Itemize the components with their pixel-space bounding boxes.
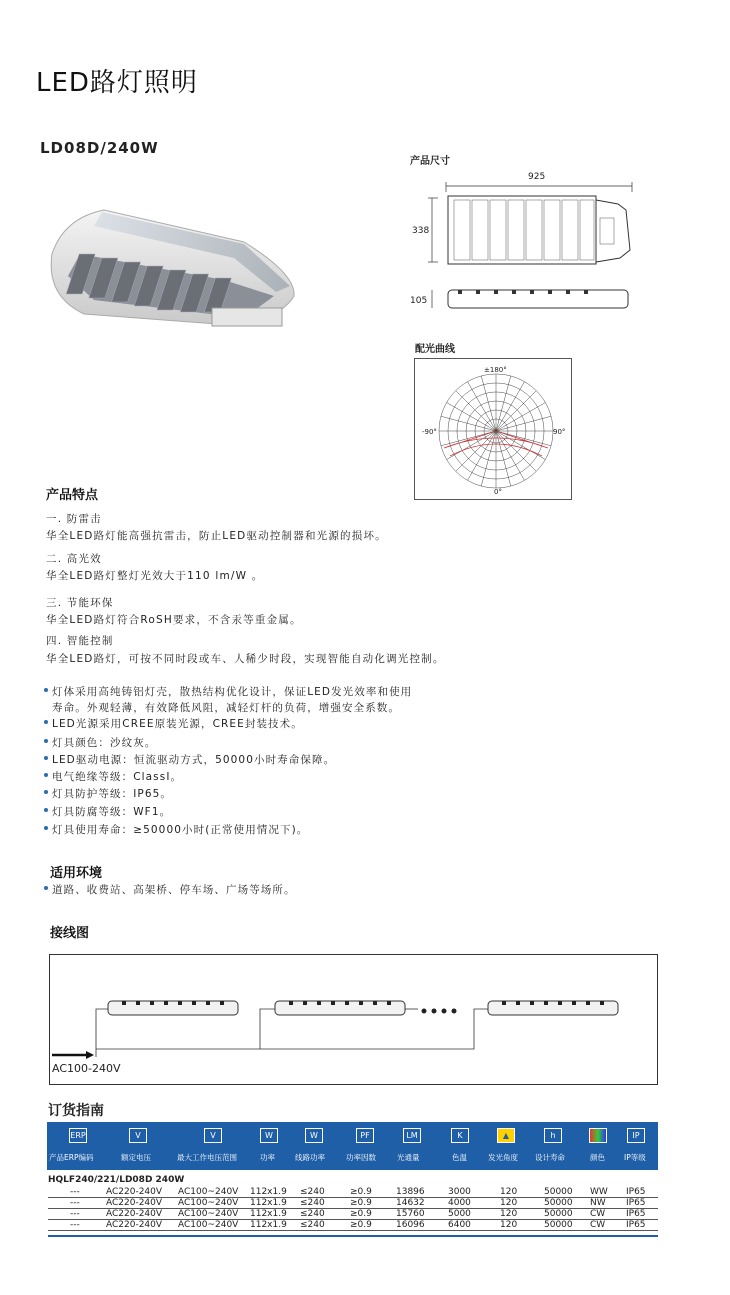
table-header-bar bbox=[47, 1122, 658, 1170]
bullet-item: 灯具使用寿命：≥50000小时(正常使用情况下)。 bbox=[44, 822, 308, 838]
curve-left-label: -90° bbox=[422, 428, 437, 436]
curve-top-label: ±180° bbox=[484, 366, 507, 374]
dimension-width: 925 bbox=[528, 172, 546, 182]
model-name: LD08D/240W bbox=[40, 139, 159, 157]
voltage-range-icon: V bbox=[204, 1128, 222, 1143]
bullet-dot-icon bbox=[44, 886, 48, 890]
bullet-item: 电气绝缘等级：ClassⅠ。 bbox=[44, 769, 182, 785]
bullet-item: 灯体采用高纯铸铝灯壳，散热结构优化设计，保证LED发光效率和使用 bbox=[44, 684, 412, 700]
dimension-depth: 105 bbox=[410, 296, 428, 306]
feature-1-heading: 一. 防雷击 bbox=[46, 513, 102, 525]
order-title: 订货指南 bbox=[48, 1103, 104, 1119]
table-row: --- AC220-240V AC100~240V 112x1.9 ≤240 ≥0.9 16096 6400 120 50000 CW IP65 bbox=[48, 1220, 658, 1231]
dimension-height: 338 bbox=[412, 226, 430, 236]
table-row: --- AC220-240V AC100~240V 112x1.9 ≤240 ≥0.9 15760 5000 120 50000 CW IP65 bbox=[48, 1209, 658, 1220]
bullet-dot-icon bbox=[44, 826, 48, 830]
header-power-factor: 功率因数 bbox=[346, 1153, 376, 1162]
bullet-dot-icon bbox=[44, 773, 48, 777]
bullet-item: LED光源采用CREE原装光源，CREE封装技术。 bbox=[44, 716, 303, 732]
bullet-item: 灯具颜色：沙纹灰。 bbox=[44, 735, 156, 751]
bullet-dot-icon bbox=[44, 756, 48, 760]
product-line: HQLF240/221/LD08D 240W bbox=[48, 1175, 185, 1185]
feature-4-heading: 四. 智能控制 bbox=[46, 635, 114, 647]
header-color-temp: 色温 bbox=[452, 1153, 467, 1162]
table-row: --- AC220-240V AC100~240V 112x1.9 ≤240 ≥0.9 14632 4000 120 50000 NW IP65 bbox=[48, 1198, 658, 1209]
env-title: 适用环境 bbox=[50, 866, 103, 881]
feature-2-text: 华全LED路灯整灯光效大于110 lm/W 。 bbox=[46, 570, 264, 582]
bullet-item-continued: 寿命。外观轻薄，有效降低风阻，减轻灯杆的负荷，增强安全系数。 bbox=[52, 702, 400, 714]
header-color: 颜色 bbox=[590, 1153, 605, 1162]
bullet-item: 灯具防护等级：IP65。 bbox=[44, 786, 172, 802]
header-lumen: 光通量 bbox=[397, 1153, 420, 1162]
header-rated-voltage: 额定电压 bbox=[121, 1153, 151, 1162]
bullet-dot-icon bbox=[44, 720, 48, 724]
light-curve-label: 配光曲线 bbox=[415, 344, 455, 355]
header-lifetime: 设计寿命 bbox=[535, 1153, 565, 1162]
env-item: 道路、收费站、高架桥、停车场、广场等场所。 bbox=[44, 882, 296, 898]
table-bottom-line bbox=[48, 1235, 658, 1237]
feature-1-text: 华全LED路灯能高强抗雷击，防止LED驱动控制器和光源的损坏。 bbox=[46, 530, 387, 542]
curve-bottom-label: 0° bbox=[494, 488, 502, 496]
voltage-icon: V bbox=[129, 1128, 147, 1143]
bullet-dot-icon bbox=[44, 739, 48, 743]
feature-3-heading: 三. 节能环保 bbox=[46, 597, 114, 609]
lifetime-icon: h bbox=[544, 1128, 562, 1143]
features-title: 产品特点 bbox=[46, 488, 99, 503]
header-beam-angle: 发光角度 bbox=[488, 1153, 518, 1162]
feature-2-heading: 二. 高光效 bbox=[46, 553, 102, 565]
bullet-dot-icon bbox=[44, 688, 48, 692]
feature-3-text: 华全LED路灯符合RoSH要求，不含汞等重金属。 bbox=[46, 614, 302, 626]
color-temp-icon: K bbox=[451, 1128, 469, 1143]
dimension-drawing bbox=[408, 170, 638, 318]
lumen-icon: LM bbox=[403, 1128, 421, 1143]
erp-icon: ERP bbox=[69, 1128, 87, 1143]
header-voltage-range: 最大工作电压范围 bbox=[177, 1153, 237, 1162]
wiring-input-label: AC100-240V bbox=[52, 1062, 121, 1075]
order-table bbox=[48, 1187, 658, 1231]
wiring-drawing bbox=[50, 955, 659, 1086]
feature-4-text: 华全LED路灯，可按不同时段或车、人稀少时段，实现智能自动化调光控制。 bbox=[46, 653, 445, 665]
table-row: --- AC220-240V AC100~240V 112x1.9 ≤240 ≥0.9 13896 3000 120 50000 WW IP65 bbox=[48, 1187, 658, 1198]
header-line-power: 线路功率 bbox=[295, 1153, 325, 1162]
line-power-icon: W bbox=[305, 1128, 323, 1143]
bullet-dot-icon bbox=[44, 808, 48, 812]
header-power: 功率 bbox=[260, 1153, 275, 1162]
header-erp-code: 产品ERP编码 bbox=[49, 1153, 94, 1162]
color-icon bbox=[589, 1128, 607, 1143]
power-factor-icon: PF bbox=[356, 1128, 374, 1143]
light-curve-chart bbox=[414, 358, 572, 500]
bullet-dot-icon bbox=[44, 790, 48, 794]
bullet-item: 灯具防腐等级：WF1。 bbox=[44, 804, 171, 820]
beam-angle-icon: ▲ bbox=[497, 1128, 515, 1143]
dimensions-label: 产品尺寸 bbox=[410, 156, 450, 167]
bullet-item: LED驱动电源：恒流驱动方式，50000小时寿命保障。 bbox=[44, 752, 335, 768]
product-photo bbox=[44, 196, 300, 336]
header-ip: IP等级 bbox=[624, 1153, 646, 1162]
curve-right-label: 90° bbox=[553, 428, 566, 436]
page-title: LED路灯照明 bbox=[36, 68, 198, 98]
ip-icon: IP bbox=[627, 1128, 645, 1143]
power-icon: W bbox=[260, 1128, 278, 1143]
wiring-title: 接线图 bbox=[50, 926, 90, 941]
wiring-diagram bbox=[49, 954, 658, 1085]
